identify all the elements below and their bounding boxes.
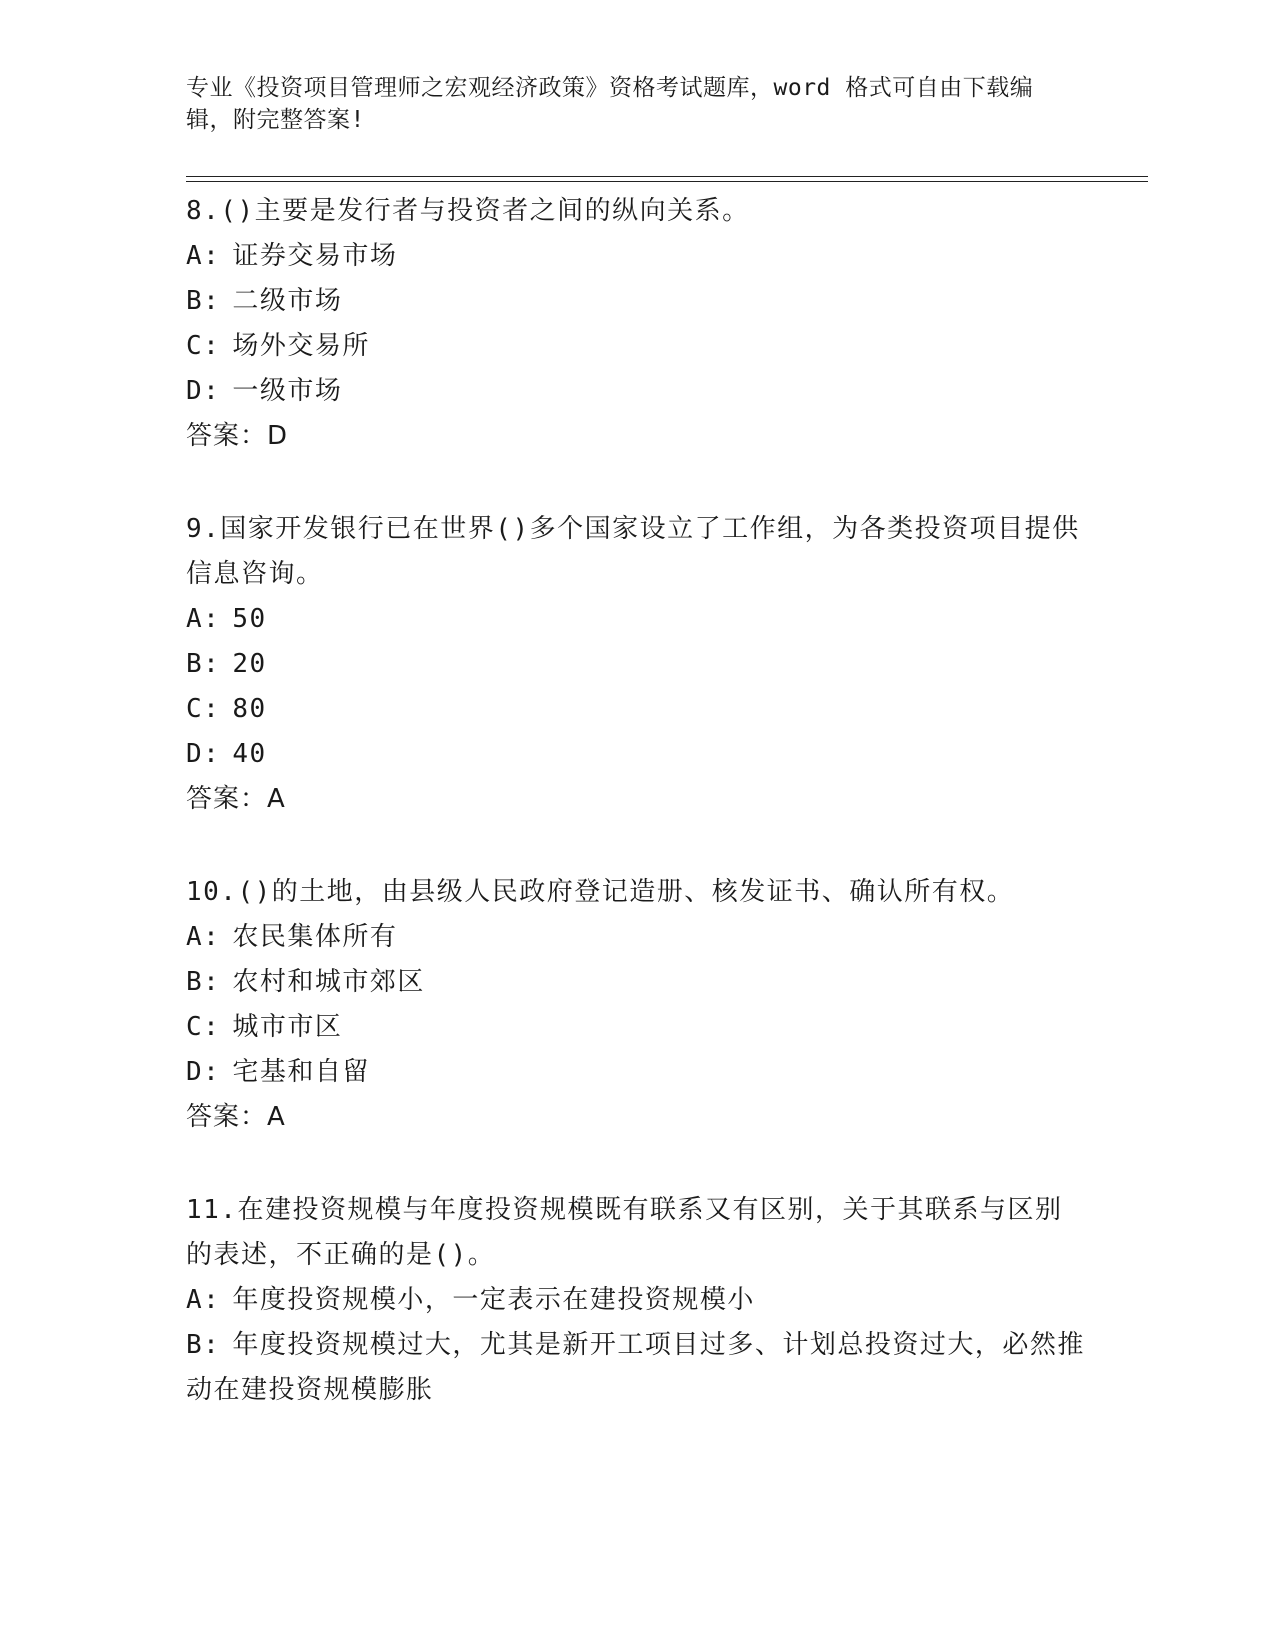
option-letter: D (186, 1057, 204, 1087)
option-text: 80 (232, 694, 267, 724)
option-letter: C (186, 1012, 204, 1042)
option-letter: D (186, 739, 204, 769)
option-text: 年度投资规模过大，尤其是新开工项目过多、计划总投资过大，必然推动在建投资规模膨胀 (186, 1330, 1085, 1405)
option-a: A: 年度投资规模小，一定表示在建投资规模小 (186, 1285, 755, 1315)
answer-line (186, 1095, 1086, 1140)
option-text: 农村和城市郊区 (232, 967, 425, 997)
question-list (186, 189, 1086, 1461)
option-c: C: 城市市区 (186, 1012, 343, 1042)
header-divider-bottom (186, 181, 1148, 182)
option-text: 农民集体所有 (232, 922, 398, 952)
option-b: B: 年度投资规模过大，尤其是新开工项目过多、计划总投资过大，必然推动在建投资规模膨胀 (186, 1330, 1085, 1405)
option-text: 城市市区 (232, 1012, 343, 1042)
option-d: D: 40 (186, 739, 267, 769)
option-c: C: 场外交易所 (186, 331, 370, 361)
answer-line (186, 777, 1086, 822)
question-item (186, 189, 1086, 459)
option-letter: B (186, 649, 204, 679)
question-stem: 9.国家开发银行已在世界()多个国家设立了工作组，为各类投资项目提供信息咨询。 (186, 514, 1080, 589)
option-text: 证券交易市场 (232, 241, 398, 271)
option-text: 二级市场 (232, 286, 343, 316)
option-letter: B (186, 1330, 204, 1360)
answer-value: D (267, 421, 289, 451)
answer-label: 答案： (186, 1102, 268, 1132)
option-letter: A (186, 922, 204, 952)
header-divider-top (186, 176, 1148, 177)
option-a: A: 50 (186, 604, 267, 634)
answer-line (186, 414, 1086, 459)
option-text: 场外交易所 (232, 331, 370, 361)
option-letter: D (186, 376, 204, 406)
option-b: B: 农村和城市郊区 (186, 967, 425, 997)
option-d: D: 宅基和自留 (186, 1057, 370, 1087)
option-letter: B (186, 967, 204, 997)
option-text: 50 (232, 604, 267, 634)
option-a: A: 证券交易市场 (186, 241, 398, 271)
answer-value: A (267, 784, 286, 814)
question-stem: 10.()的土地，由县级人民政府登记造册、核发证书、确认所有权。 (186, 877, 1015, 907)
option-text: 宅基和自留 (232, 1057, 370, 1087)
option-a: A: 农民集体所有 (186, 922, 398, 952)
answer-label: 答案： (186, 784, 268, 814)
option-text: 一级市场 (232, 376, 343, 406)
document-intro: 专业《投资项目管理师之宏观经济政策》资格考试题库，word 格式可自由下载编辑，附完整答案! (186, 75, 1034, 133)
answer-value: A (267, 1102, 286, 1132)
question-item (186, 870, 1086, 1140)
option-d: D: 一级市场 (186, 376, 343, 406)
option-b: B: 二级市场 (186, 286, 343, 316)
option-letter: C (186, 331, 204, 361)
question-stem: 11.在建投资规模与年度投资规模既有联系又有区别，关于其联系与区别的表述，不正确的是()。 (186, 1195, 1063, 1270)
option-c: C: 80 (186, 694, 267, 724)
option-text: 20 (232, 649, 267, 679)
question-item (186, 1188, 1086, 1413)
option-b: B: 20 (186, 649, 267, 679)
option-letter: B (186, 286, 204, 316)
answer-label: 答案： (186, 421, 268, 451)
option-letter: A (186, 1285, 204, 1315)
option-letter: C (186, 694, 204, 724)
question-item (186, 507, 1086, 822)
question-stem: 8.()主要是发行者与投资者之间的纵向关系。 (186, 196, 750, 226)
option-letter: A (186, 241, 204, 271)
option-text: 年度投资规模小，一定表示在建投资规模小 (232, 1285, 755, 1315)
option-letter: A (186, 604, 204, 634)
option-text: 40 (232, 739, 267, 769)
